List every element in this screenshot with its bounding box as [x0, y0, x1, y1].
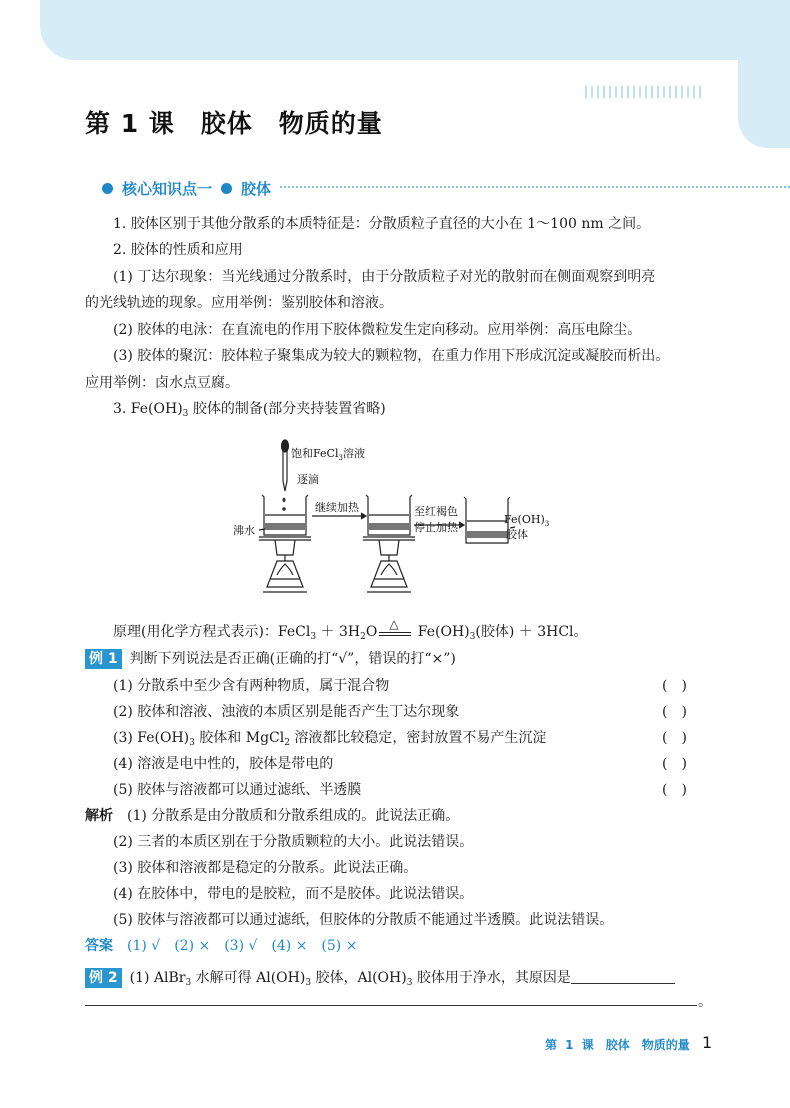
paragraph: 1. 胶体区别于其他分散系的本质特征是：分散质粒子直径的大小在 1～100 nm 之间。	[113, 216, 651, 232]
example1-item: (5) 胶体与溶液都可以通过滤纸、半透膜	[113, 782, 362, 798]
footer-title: 第 1 课 胶体 物质的量	[545, 1038, 690, 1052]
analysis-label: 解析	[85, 808, 113, 824]
answer-bracket: ( )	[662, 756, 687, 772]
label-dropwise: 逐滴	[297, 473, 319, 486]
label-product: Fe(OH)	[504, 513, 545, 526]
analysis-line: 解析 (1) 分散系是由分散质和分散系组成的。此说法正确。	[85, 808, 460, 824]
example1-item: (4) 溶液是电中性的，胶体是带电的	[113, 756, 334, 772]
answer-text: (1) √ (2) × (3) √ (4) × (5) ×	[127, 938, 358, 954]
label-red-brown: 至红褐色	[414, 505, 458, 518]
label-solution: 饱和FeCl	[291, 447, 339, 460]
example2-line: 例 2 (1) AlBr$_3$ 水解可得 $Al(OH)_3$ 胶体，$Al(OH)_3$ 胶体用于净水，其原因是	[85, 968, 675, 993]
label-colloid: 胶体	[506, 528, 528, 541]
answer-blank[interactable]	[571, 969, 675, 984]
analysis-line: (4) 在胶体中，带电的是胶粒，而不是胶体。此说法错误。	[113, 886, 474, 902]
label-stop-heating: 停止加热	[414, 521, 458, 534]
example1-prompt: 例 1 判断下列说法是否正确(正确的打“√”，错误的打“×”)	[85, 649, 456, 669]
paragraph: 2. 胶体的性质和应用	[113, 242, 243, 258]
page-number: 1	[702, 1033, 713, 1052]
paragraph: (1) 丁达尔现象：当光线通过分散系时，由于分散质粒子对光的散射而在侧面观察到明亮	[113, 269, 656, 285]
answer-line	[85, 936, 357, 956]
paragraph: 3. $Fe(OH)_3$ 胶体的制备(部分夹持装置省略)	[113, 401, 386, 419]
analysis-line: (5) 胶体与溶液都可以通过滤纸，但胶体的分散质不能通过半透膜。此说法错误。	[113, 912, 614, 928]
analysis-line: (3) 胶体和溶液都是稳定的分散系。此说法正确。	[113, 860, 418, 876]
paragraph: (3) 胶体的聚沉：胶体粒子聚集成为较大的颗粒物，在重力作用下形成沉淀或凝胶而析出。	[113, 348, 670, 364]
label-boiling-water: 沸水	[233, 524, 255, 537]
analysis-line: (2) 三者的本质区别在于分散质颗粒的大小。此说法错误。	[113, 834, 474, 850]
svg-text:饱和FeCl3溶液: 饱和FeCl$_3$溶液	[291, 447, 365, 462]
paragraph: 的光线轨迹的现象。应用举例：鉴别胶体和溶液。	[85, 295, 393, 311]
answer-bracket: ( )	[662, 704, 687, 720]
reaction-equation: 原理(用化学方程式表示)：FeCl$_3$ ＋ $3H_2O$ △ $Fe(OH)_3$(胶体) ＋ 3HCl。	[113, 622, 588, 647]
svg-text:Fe(OH)3: $Fe(OH)_3$	[504, 513, 550, 528]
apparatus-figure	[215, 437, 575, 600]
section-topic: 胶体	[241, 179, 272, 198]
bullet-dot-icon	[102, 183, 113, 194]
answer-label: 答案	[85, 938, 113, 954]
label-continue-heating: 继续加热	[315, 501, 359, 514]
header-tab	[738, 0, 790, 148]
example1-item: (3) $Fe(OH)_3$ 胶体和 MgCl$_2$ 溶液都比较稳定，密封放置不易产生沉淀	[113, 730, 547, 748]
section-prefix: 核心知识点一	[122, 179, 213, 198]
answer-bracket: ( )	[662, 782, 687, 798]
bullet-dot-icon	[221, 183, 232, 194]
paragraph: (2) 胶体的电泳：在直流电的作用下胶体微粒发生定向移动。应用举例：高压电除尘。	[113, 322, 642, 338]
page-title: 第 1 课 胶体 物质的量	[85, 109, 383, 138]
example-tag: 例 2	[85, 968, 122, 988]
sentence-end: 。	[698, 994, 712, 1010]
example-tag: 例 1	[85, 649, 122, 669]
example1-item: (2) 胶体和溶液、浊液的本质区别是能否产生丁达尔现象	[113, 704, 460, 720]
answer-blank-line[interactable]	[85, 1005, 697, 1006]
example1-item: (1) 分散系中至少含有两种物质，属于混合物	[113, 678, 390, 694]
header-stripes	[585, 86, 703, 98]
section-heading	[85, 176, 279, 200]
paragraph: 应用举例：卤水点豆腐。	[85, 375, 239, 391]
header-band	[40, 0, 790, 60]
answer-bracket: ( )	[662, 730, 687, 746]
answer-bracket: ( )	[662, 678, 687, 694]
heat-condition: △	[389, 617, 399, 631]
